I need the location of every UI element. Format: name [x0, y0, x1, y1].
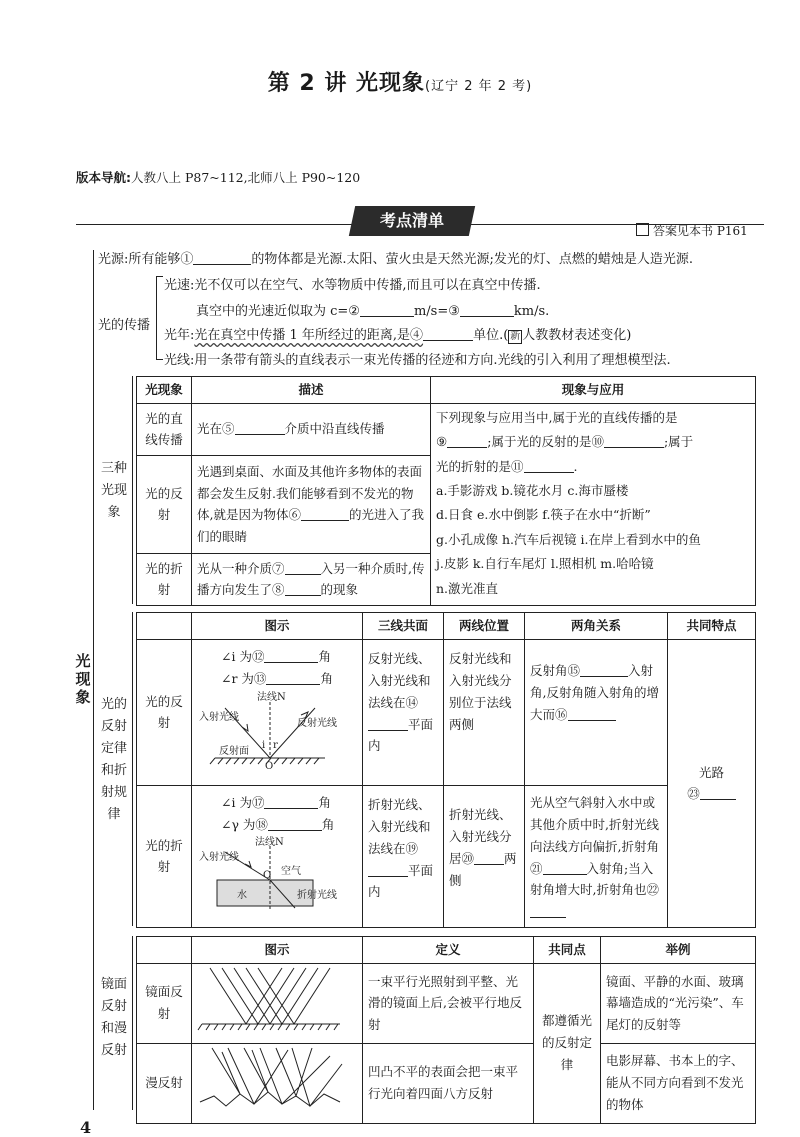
- law-refraction-figure: [192, 785, 363, 927]
- light-year-note: 人教教材表述变化): [522, 328, 632, 343]
- common-q23: ㉓: [687, 786, 700, 802]
- speed-line-b: [196, 300, 549, 319]
- app-line-1: ⑨ ;属于光的反射的是⑩ ;属于: [436, 434, 694, 450]
- specular-name: 镜面反射: [137, 963, 192, 1043]
- blank-10[interactable]: [604, 435, 664, 448]
- diffuse-diagram: [192, 1044, 350, 1116]
- refraction-position-a: 折射光线、入射光线分居⑳: [449, 806, 512, 866]
- laws-label: 光的反射定律和折射规律: [100, 697, 127, 823]
- straight-desc-a: 光在⑤: [197, 421, 235, 437]
- th-mirror-example: 举例: [601, 937, 756, 964]
- light-year-label: 光年:: [164, 328, 195, 343]
- blank-7[interactable]: [285, 562, 321, 575]
- application-cell: [431, 403, 756, 605]
- th-phenomenon: 光现象: [137, 377, 192, 404]
- diffuse-rays: [212, 1048, 342, 1106]
- unit-13: 角: [320, 670, 333, 686]
- page-title: [0, 66, 800, 97]
- blank-13[interactable]: [266, 672, 320, 685]
- law-reflection-relation: [525, 639, 668, 785]
- light-ray-line: 光线:用一条带有箭头的直线表示一束光传播的径迹和方向.光线的引入利用了理想模型法.: [164, 353, 671, 368]
- refraction-coplanar-a: 折射光线、入射光线和法线在⑲: [368, 796, 431, 856]
- mirror-table: [136, 936, 756, 1124]
- row-straight-name: 光的直线传播: [137, 403, 192, 455]
- app-q11: 光的折射的是⑪: [436, 458, 524, 474]
- blank-14[interactable]: [368, 718, 408, 731]
- blank-23[interactable]: [700, 787, 736, 800]
- specular-example: 镜面、平静的水面、玻璃幕墙造成的“光污染”、车尾灯的反射等: [601, 963, 756, 1043]
- app-options-5: n.激光准直: [436, 580, 499, 596]
- new-icon: 新: [510, 331, 521, 342]
- speed-text-3: km/s.: [513, 304, 550, 319]
- app-q10: 属于光的反射的是⑩: [491, 434, 604, 450]
- blank-20[interactable]: [474, 852, 504, 865]
- blank-5[interactable]: [235, 422, 285, 435]
- mirror-label: 镜面反射和漫反射: [100, 977, 127, 1059]
- unit-12: 角: [318, 648, 331, 664]
- row-refraction-desc: [192, 553, 431, 605]
- diffuse-figure: [192, 1043, 363, 1123]
- label-reflected: 反射光线: [297, 717, 337, 729]
- straight-desc-b: 介质中沿直线传播: [284, 421, 385, 437]
- speed-text-2: m/s=③: [413, 304, 460, 319]
- law-refraction-position: [444, 785, 525, 927]
- reflection-angle-r-text: ∠r 为⑬: [221, 670, 267, 686]
- reflection-coplanar-a: 反射光线、入射光线和法线在⑭: [368, 650, 431, 710]
- refraction-relation-a: 光从空气斜射入水中或其他介质中时,折射光线向法线方向偏折,折射角㉑: [530, 794, 659, 876]
- app-options-1: a.手影游戏 b.镜花水月 c.海市蜃楼: [436, 483, 629, 498]
- th-common: 共同特点: [668, 613, 756, 640]
- blank-6[interactable]: [301, 508, 349, 521]
- blank-8[interactable]: [285, 583, 321, 596]
- blank-4[interactable]: [423, 328, 473, 341]
- law-refraction-name: 光的折射: [137, 785, 192, 927]
- light-year-text: 光在真空中传播 1 年所经过的距离,是④: [194, 328, 424, 343]
- blank-19[interactable]: [368, 864, 408, 877]
- th-position: 两线位置: [444, 613, 525, 640]
- law-reflection-position: 反射光线和入射光线分别位于法线两侧: [444, 639, 525, 785]
- diffuse-name: 漫反射: [137, 1043, 192, 1123]
- app-options-4: j.皮影 k.自行车尾灯 l.照相机 m.哈哈镜: [436, 556, 654, 572]
- refraction-desc-a: 光从一种介质⑦: [197, 560, 285, 576]
- label-normal: 法线N: [257, 691, 286, 703]
- page-number: 4: [80, 1118, 92, 1137]
- three-phenomena-label: 三种光现象: [100, 461, 127, 521]
- refraction-desc-b: 入另一种介质时,传播方向发生了⑧: [197, 560, 425, 598]
- th-coplanar: 三线共面: [363, 613, 444, 640]
- th-mirror-common: 共同点: [534, 937, 601, 964]
- refraction-position-b: 两侧: [449, 850, 517, 888]
- label-incident-2: 入射光线: [199, 851, 239, 863]
- app-q10-tail: 属于: [668, 434, 694, 450]
- blank-17[interactable]: [264, 796, 318, 809]
- law-reflection-name: 光的反射: [137, 639, 192, 785]
- propagation-bracket: [156, 276, 163, 360]
- app-line-0: 下列现象与应用当中,属于光的直线传播的是: [436, 409, 678, 425]
- reflection-desc-a: 光遇到桌面、水面及其他许多物体的表面都会发生反射.我们能够看到不发光的物体,就是因为物体⑥: [197, 463, 423, 523]
- label-incident: 入射光线: [199, 711, 239, 723]
- th-relation: 两角关系: [525, 613, 668, 640]
- reflection-angle-i-text: ∠i 为⑫: [221, 648, 265, 664]
- th-application: 现象与应用: [431, 377, 756, 404]
- refraction-angle-i-text: ∠i 为⑰: [221, 794, 265, 810]
- refraction-desc-c: 的现象: [320, 582, 359, 598]
- light-year-unit: 单位.(: [473, 328, 509, 343]
- label-air: 空气: [281, 865, 301, 877]
- row-straight-desc: [192, 403, 431, 455]
- label-refracted: 折射光线: [297, 889, 337, 901]
- reflection-relation-a: 反射角⑮: [530, 662, 581, 678]
- answer-reference: [636, 222, 748, 239]
- blank-22[interactable]: [530, 905, 566, 918]
- th-description: 描述: [192, 377, 431, 404]
- reflection-relation-b: 入射角,反射角随入射角的增大而⑯: [530, 662, 659, 722]
- reflection-diagram: [197, 690, 347, 770]
- reflection-angle-r: [197, 668, 357, 690]
- common-blank-row: [673, 783, 750, 805]
- speed-line-a: 光速:光不仅可以在空气、水等物质中传播,而且可以在真空中传播.: [164, 278, 541, 293]
- specular-definition: 一束平行光照射到平整、光滑的镜面上后,会被平行地反射: [363, 963, 534, 1043]
- law-reflection-figure: [192, 639, 363, 785]
- law-refraction-coplanar: [363, 785, 444, 927]
- blank-16[interactable]: [568, 708, 616, 721]
- th-figure: 图示: [192, 613, 363, 640]
- specular-hatching: [198, 1024, 338, 1030]
- diffuse-example: 电影屏幕、书本上的字、能从不同方向看到不发光的物体: [601, 1043, 756, 1123]
- label-o: O: [265, 760, 274, 770]
- three-phenomena-table: [136, 376, 756, 606]
- title-main: 第 2 讲 光现象: [267, 71, 426, 96]
- label-o-2: O: [263, 869, 272, 881]
- diffuse-definition: 凹凸不平的表面会把一束平行光向着四面八方反射: [363, 1043, 534, 1123]
- common-path-label: 光路: [698, 764, 724, 780]
- blank-18[interactable]: [268, 818, 322, 831]
- blank-2[interactable]: [360, 304, 414, 317]
- root-label: 光现象: [75, 652, 91, 706]
- th-mirror-definition: 定义: [363, 937, 534, 964]
- source-text-b: 的物体都是光源.太阳、萤火虫是天然光源;发光的灯、点燃的蜡烛是人造光源.: [251, 252, 694, 267]
- laws-table: [136, 612, 756, 928]
- light-source-line: [98, 248, 693, 267]
- law-refraction-relation: [525, 785, 668, 927]
- refraction-angle-r: [197, 814, 357, 836]
- blank-15[interactable]: [580, 664, 628, 677]
- app-options-3: g.小孔成像 h.汽车后视镜 i.在岸上看到水中的鱼: [436, 531, 701, 547]
- blank-3[interactable]: [460, 304, 514, 317]
- unit-18: 角: [321, 816, 335, 832]
- label-r: r: [273, 739, 278, 751]
- section-banner-label: 考点清单: [379, 211, 444, 230]
- blank-1[interactable]: [193, 252, 251, 265]
- propagation-label: 光的传播: [98, 318, 151, 333]
- th-corner: [137, 613, 192, 640]
- laws-bracket: [132, 612, 133, 926]
- unit-17: 角: [318, 794, 331, 810]
- title-sub: (辽宁 2 年 2 考): [425, 79, 533, 94]
- specular-diagram: [192, 964, 350, 1036]
- source-text-a: 所有能够①: [128, 252, 194, 267]
- section-banner: [349, 206, 475, 236]
- app-q9: ⑨: [436, 434, 448, 450]
- blank-21[interactable]: [543, 862, 587, 875]
- guide-label: 版本导航:: [76, 170, 131, 185]
- reflection-angle-i: [197, 646, 357, 668]
- speed-text-1: 真空中的光速近似取为 c=②: [196, 304, 360, 319]
- refraction-diagram: [197, 836, 347, 916]
- guide-text: 人教八上 P87~112,北师八上 P90~120: [131, 170, 361, 185]
- mirror-common-cell: 都遵循光的反射定律: [534, 963, 601, 1123]
- law-common-cell: [668, 639, 756, 927]
- law-reflection-coplanar: [363, 639, 444, 785]
- row-refraction-name: 光的折射: [137, 553, 192, 605]
- row-reflection-name: 光的反射: [137, 455, 192, 553]
- mirror-bracket: [132, 936, 133, 1110]
- three-bracket: [132, 376, 133, 604]
- label-i: i: [262, 739, 266, 751]
- refraction-coplanar-b: 平面内: [368, 862, 434, 900]
- label-normal-2: 法线N: [255, 836, 284, 848]
- refraction-angle-r-text: ∠γ 为⑱: [221, 816, 268, 832]
- row-reflection-desc: [192, 455, 431, 553]
- th-mirror-corner: [137, 937, 192, 964]
- th-mirror-figure: 图示: [192, 937, 363, 964]
- reflection-coplanar-b: 平面内: [368, 716, 434, 754]
- app-options-2: d.日食 e.水中倒影 f.筷子在水中“折断”: [436, 507, 651, 523]
- app-line-2: 光的折射的是⑪ .: [436, 458, 578, 474]
- answer-reference-text: 答案见本书 P161: [653, 224, 748, 238]
- label-water: 水: [237, 889, 247, 901]
- refraction-angle-i: [197, 792, 357, 814]
- blank-12[interactable]: [264, 650, 318, 663]
- label-surface: 反射面: [219, 745, 249, 757]
- blank-9[interactable]: [447, 435, 487, 448]
- specular-rays: [210, 968, 330, 1024]
- source-label: 光源:: [98, 252, 129, 267]
- edition-guide: [76, 168, 360, 186]
- reflection-desc-b: 的光进入了我们的眼睛: [197, 507, 424, 545]
- blank-11[interactable]: [524, 460, 574, 473]
- root-bracket: [93, 250, 94, 1110]
- refraction-relation-b: 入射角;当入射角增大时,折射角也㉒: [530, 860, 659, 898]
- specular-figure: [192, 963, 363, 1043]
- book-icon: [636, 223, 649, 236]
- light-year-line: [164, 324, 631, 344]
